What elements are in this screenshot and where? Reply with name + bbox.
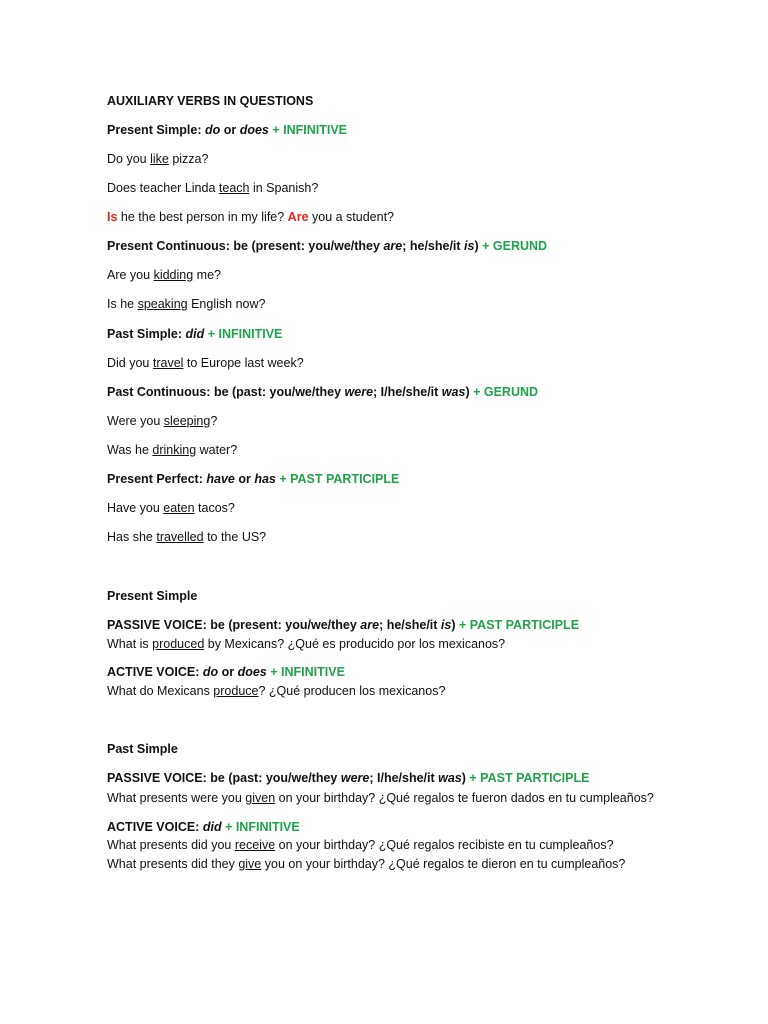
text-segment: Present Simple: — [107, 123, 205, 137]
text-segment: Is — [107, 210, 118, 224]
text-segment: ) — [465, 385, 470, 399]
text-segment: Has she — [107, 530, 157, 544]
underlined-verb: drinking — [152, 443, 197, 457]
text-segment: on your birthday? ¿Qué regalos recibiste en tu cumpleaños? — [275, 838, 614, 852]
text-segment: ) — [461, 771, 466, 785]
document-title: AUXILIARY VERBS IN QUESTIONS — [107, 94, 314, 108]
text-segment: or — [220, 123, 240, 137]
underlined-verb: produce — [213, 684, 259, 698]
text-segment: + PAST PARTICIPLE — [275, 472, 400, 486]
heading-present-simple — [107, 122, 748, 138]
underlined-verb: given — [245, 791, 276, 805]
text-segment: Have you — [107, 501, 164, 515]
text-segment: or — [234, 472, 255, 486]
text-segment: + GERUND — [469, 385, 539, 399]
text-segment: to the US? — [203, 530, 267, 544]
text-segment: PASSIVE VOICE: be (past: you/we/they — [107, 771, 341, 785]
text-segment: What is — [107, 637, 153, 651]
text-segment: ACTIVE VOICE: — [107, 665, 203, 679]
text-segment: did — [185, 327, 205, 341]
text-segment: What do Mexicans — [107, 684, 214, 698]
text-segment: Do you — [107, 152, 151, 166]
text-segment: ; he/she/it — [379, 618, 441, 632]
text-segment: + INFINITIVE — [221, 820, 300, 834]
text-segment: was — [438, 771, 462, 785]
text-segment: water? — [196, 443, 238, 457]
example-line — [107, 683, 748, 699]
text-segment: Past Simple — [107, 742, 178, 756]
text-segment: PASSIVE VOICE: be (present: you/we/they — [107, 618, 361, 632]
text-segment: + PAST PARTICIPLE — [465, 771, 590, 785]
active-voice-rule — [107, 664, 748, 680]
text-segment: ? — [210, 414, 218, 428]
section-heading-past-simple — [107, 741, 748, 757]
text-segment: ; he/she/it — [402, 239, 465, 253]
text-segment: ? ¿Qué producen los mexicanos? — [258, 684, 446, 698]
text-segment: Are you — [107, 268, 154, 282]
text-segment: was — [441, 385, 466, 399]
text-segment: were — [344, 385, 374, 399]
text-segment: ; I/he/she/it — [373, 385, 442, 399]
text-segment: is — [440, 618, 452, 632]
active-voice-rule — [107, 819, 748, 835]
text-segment: Was he — [107, 443, 153, 457]
underlined-verb: travelled — [156, 530, 204, 544]
section-heading-present-simple — [107, 588, 748, 604]
text-segment: he the best person in my life? — [117, 210, 288, 224]
text-segment: Does teacher Linda — [107, 181, 219, 195]
text-segment: me? — [193, 268, 221, 282]
text-segment: What presents did you — [107, 838, 235, 852]
text-segment: pizza? — [168, 152, 209, 166]
example-line — [107, 500, 748, 516]
text-segment: What presents were you — [107, 791, 246, 805]
underlined-verb: sleeping — [163, 414, 211, 428]
text-segment: What presents did they — [107, 857, 239, 871]
text-segment: tacos? — [194, 501, 235, 515]
example-line — [107, 267, 748, 283]
heading-past-continuous — [107, 384, 748, 400]
example-line — [107, 636, 748, 652]
example-line — [107, 355, 748, 371]
passive-voice-rule — [107, 617, 748, 633]
text-segment: on your birthday? ¿Qué regalos te fueron dados en tu cumpleaños? — [275, 791, 654, 805]
text-segment: Past Simple: — [107, 327, 186, 341]
text-segment: Did you — [107, 356, 153, 370]
underlined-verb: receive — [234, 838, 276, 852]
text-segment: Present Perfect: — [107, 472, 207, 486]
passive-voice-rule — [107, 770, 748, 786]
underlined-verb: speaking — [137, 297, 188, 311]
heading-past-simple — [107, 326, 748, 342]
text-segment: does — [239, 123, 269, 137]
text-segment: Present Simple — [107, 589, 198, 603]
example-line — [107, 296, 748, 312]
example-line — [107, 151, 748, 167]
text-segment: does — [237, 665, 267, 679]
underlined-verb: like — [150, 152, 169, 166]
underlined-verb: produced — [152, 637, 205, 651]
example-line — [107, 790, 748, 806]
text-segment: or — [218, 665, 238, 679]
text-segment: you a student? — [308, 210, 394, 224]
heading-present-perfect — [107, 471, 748, 487]
text-segment: to Europe last week? — [183, 356, 304, 370]
underlined-verb: travel — [152, 356, 184, 370]
text-segment: have — [206, 472, 235, 486]
text-segment: Were you — [107, 414, 164, 428]
text-segment: + INFINITIVE — [268, 123, 348, 137]
text-segment: + INFINITIVE — [266, 665, 345, 679]
text-segment: ) — [474, 239, 479, 253]
example-line — [107, 856, 748, 872]
text-segment: has — [254, 472, 276, 486]
example-line — [107, 413, 748, 429]
text-segment: in Spanish? — [249, 181, 319, 195]
example-line — [107, 180, 748, 196]
example-line — [107, 209, 748, 225]
text-segment: ) — [451, 618, 456, 632]
text-segment: do — [204, 123, 221, 137]
example-line — [107, 837, 748, 853]
text-segment: are — [360, 618, 380, 632]
example-line — [107, 442, 748, 458]
text-segment: + PAST PARTICIPLE — [455, 618, 580, 632]
text-segment: were — [340, 771, 370, 785]
underlined-verb: teach — [218, 181, 250, 195]
underlined-verb: give — [238, 857, 262, 871]
text-segment: is — [464, 239, 475, 253]
text-segment: by Mexicans? ¿Qué es producido por los mexicanos? — [204, 637, 506, 651]
text-segment: English now? — [187, 297, 266, 311]
text-segment: Are — [287, 210, 309, 224]
text-segment: + INFINITIVE — [204, 327, 283, 341]
text-segment: ; I/he/she/it — [369, 771, 439, 785]
text-segment: you on your birthday? ¿Qué regalos te dieron en tu cumpleaños? — [261, 857, 626, 871]
text-segment: ACTIVE VOICE: — [107, 820, 203, 834]
text-segment: do — [202, 665, 219, 679]
example-line — [107, 529, 748, 545]
text-segment: + GERUND — [478, 239, 548, 253]
text-segment: Is he — [107, 297, 138, 311]
text-segment: Past Continuous: be (past: you/we/they — [107, 385, 345, 399]
underlined-verb: eaten — [163, 501, 195, 515]
heading-present-continuous — [107, 238, 748, 254]
text-segment: are — [383, 239, 403, 253]
text-segment: did — [202, 820, 222, 834]
text-segment: Present Continuous: be (present: you/we/they — [107, 239, 384, 253]
underlined-verb: kidding — [153, 268, 194, 282]
